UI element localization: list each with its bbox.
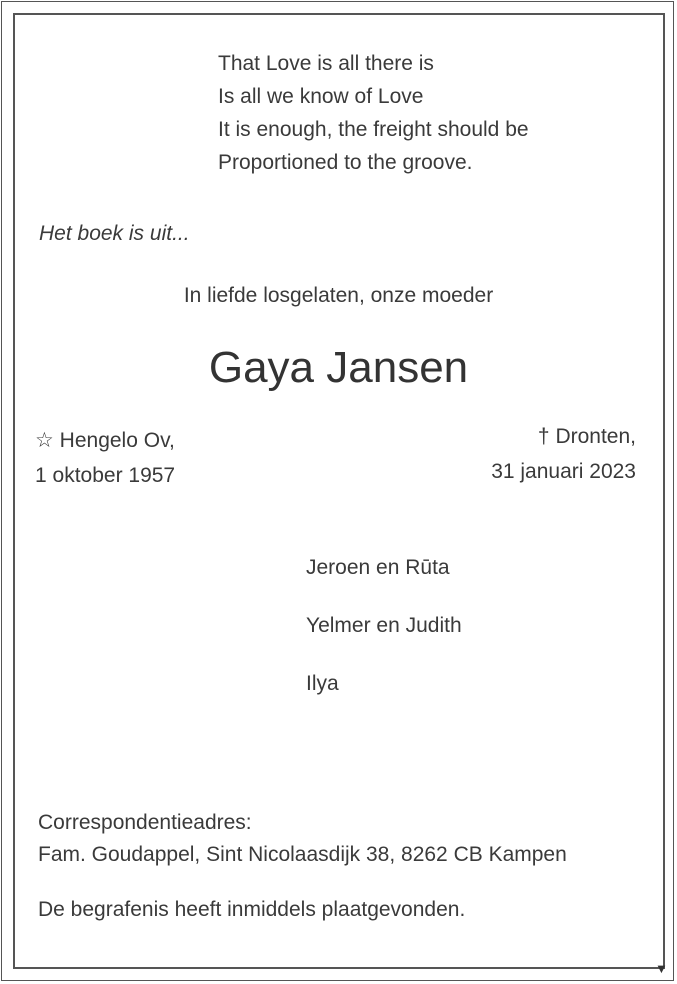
poem-line: Is all we know of Love — [218, 85, 424, 108]
death-info — [538, 426, 636, 447]
survivor-item: Ilya — [306, 672, 339, 695]
deceased-name: Gaya Jansen — [208, 343, 469, 392]
correspondence-label: Correspondentieadres: — [38, 811, 252, 834]
survivors-list — [306, 557, 462, 731]
birth-date: 1 oktober 1957 — [35, 464, 176, 487]
survivor-item: Yelmer en Judith — [306, 614, 462, 637]
cross-icon: † — [537, 425, 550, 448]
poem-line: It is enough, the freight should be — [218, 118, 529, 141]
correspondence-address: Fam. Goudappel, Sint Nicolaasdijk 38, 8262 CB Kampen — [38, 843, 567, 866]
survivor-item: Jeroen en Rūta — [306, 556, 450, 579]
birth-info — [35, 430, 175, 451]
star-icon: ☆ — [35, 429, 54, 452]
poem-line: That Love is all there is — [218, 52, 434, 75]
corner-arrow-icon: ▼ — [655, 961, 668, 976]
death-place: Dronten, — [555, 425, 636, 448]
poem — [218, 47, 529, 179]
poem-line: Proportioned to the groove. — [218, 151, 473, 174]
death-date: 31 januari 2023 — [491, 460, 636, 483]
birth-place: Hengelo Ov, — [59, 429, 175, 452]
funeral-note: De begrafenis heeft inmiddels plaatgevonden. — [38, 898, 466, 921]
intro-text: Het boek is uit... — [39, 222, 190, 245]
announcement: In liefde losgelaten, onze moeder — [183, 284, 494, 307]
